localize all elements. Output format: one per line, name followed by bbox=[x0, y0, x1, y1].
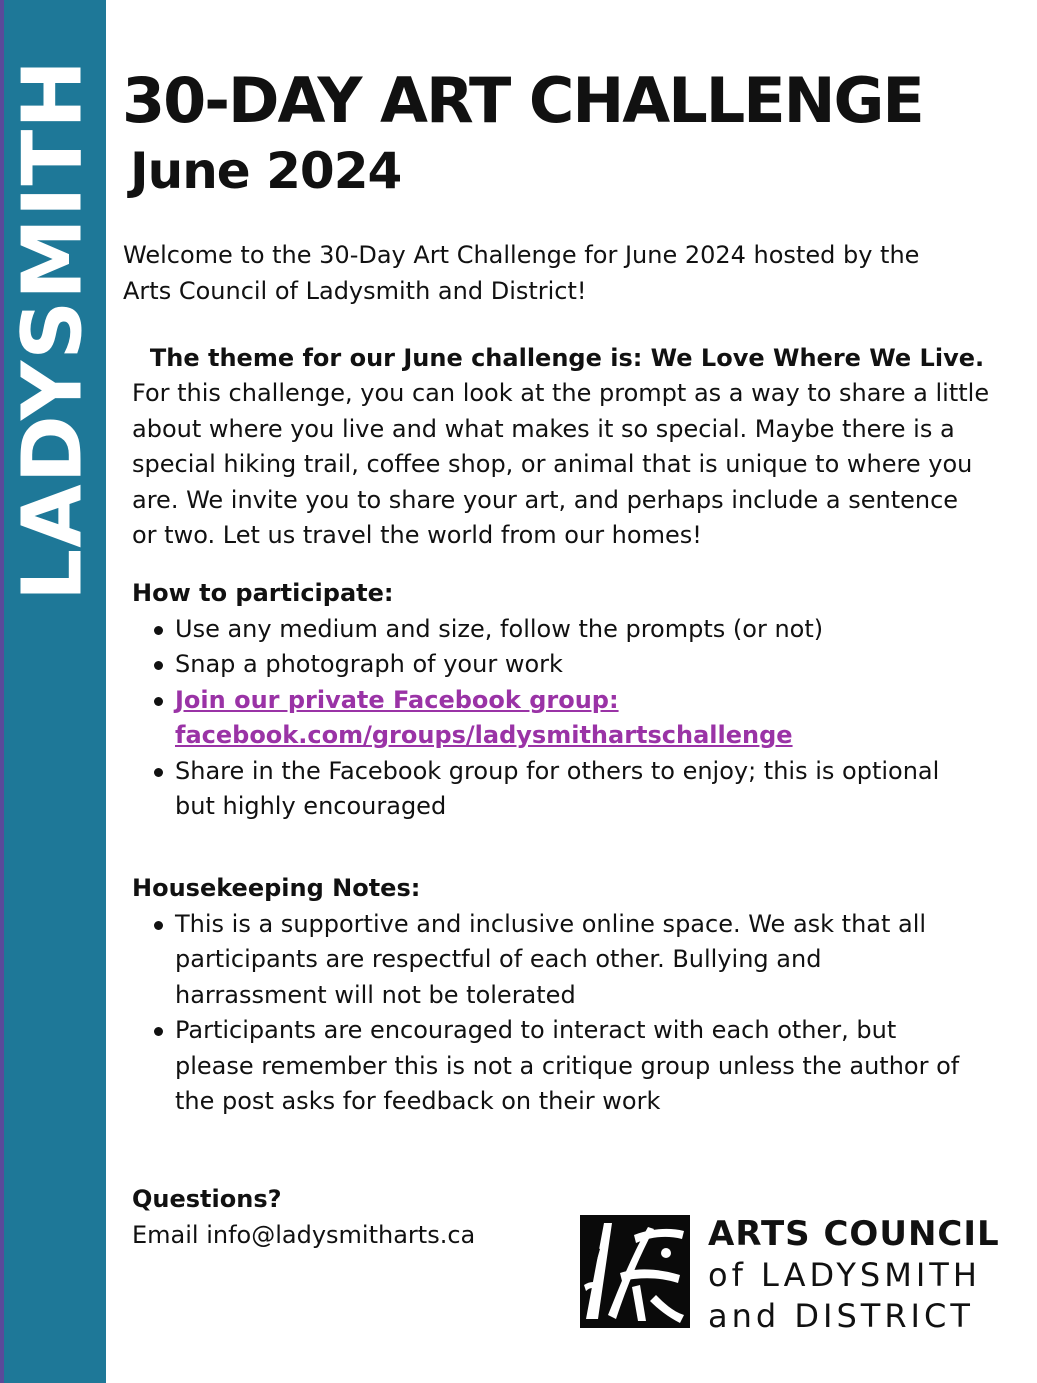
logo-line: and DISTRICT bbox=[708, 1297, 974, 1335]
list-item bbox=[132, 754, 1012, 825]
questions-section bbox=[132, 1182, 552, 1253]
intro-line: Arts Council of Ladysmith and District! bbox=[123, 276, 587, 305]
list-item-line: harrassment will not be tolerated bbox=[175, 980, 576, 1009]
list-item-line: but highly encouraged bbox=[175, 792, 447, 820]
page-title: 30-DAY ART CHALLENGE bbox=[122, 64, 923, 137]
list-item-line: please remember this is not a critique group unless the author of bbox=[175, 1051, 960, 1080]
theme-line: are. We invite you to share your art, and perhaps include a sentence bbox=[132, 485, 959, 514]
housekeeping-heading: Housekeeping Notes: bbox=[132, 874, 421, 902]
link-line[interactable]: Join our private Facebook group: bbox=[175, 685, 619, 714]
participate-list bbox=[132, 612, 1012, 825]
contact-email[interactable]: Email info@ladysmitharts.ca bbox=[132, 1220, 476, 1249]
intro-line: Welcome to the 30-Day Art Challenge for June 2024 hosted by the bbox=[123, 241, 920, 269]
intro-paragraph bbox=[123, 238, 1003, 309]
sidebar-label: LADYSMITH bbox=[5, 59, 101, 601]
participate-section bbox=[132, 576, 1012, 825]
facebook-group-link[interactable] bbox=[132, 683, 1012, 754]
list-item-line: This is a supportive and inclusive online space. We ask that all bbox=[175, 909, 927, 938]
logo-line: ARTS COUNCIL bbox=[708, 1214, 1000, 1254]
list-item: Use any medium and size, follow the prompts (or not) bbox=[132, 612, 1012, 648]
logo-line: of LADYSMITH bbox=[708, 1256, 981, 1294]
arts-council-logo bbox=[580, 1214, 1020, 1335]
theme-line: For this challenge, you can look at the prompt as a way to share a little bbox=[132, 379, 990, 407]
sidebar-edge bbox=[0, 0, 4, 1383]
list-item: Snap a photograph of your work bbox=[132, 647, 1012, 683]
sidebar-banner bbox=[0, 0, 106, 1383]
questions-heading: Questions? bbox=[132, 1185, 282, 1213]
theme-line: special hiking trail, coffee shop, or animal that is unique to where you bbox=[132, 450, 973, 478]
theme-paragraph bbox=[132, 376, 1012, 554]
list-item-line: Share in the Facebook group for others to enjoy; this is optional bbox=[175, 756, 940, 785]
list-item bbox=[132, 1013, 1012, 1120]
list-item bbox=[132, 907, 1012, 1014]
theme-heading: The theme for our June challenge is: We Love Where We Live. bbox=[149, 344, 985, 372]
page-subtitle: June 2024 bbox=[130, 142, 402, 200]
arts-council-brush-mark-icon bbox=[580, 1215, 690, 1328]
link-url[interactable]: facebook.com/groups/ladysmithartschallenge bbox=[175, 721, 793, 749]
theme-line: or two. Let us travel the world from our homes! bbox=[132, 521, 702, 549]
housekeeping-section bbox=[132, 871, 1012, 1120]
list-item-line: participants are respectful of each other. Bullying and bbox=[175, 945, 822, 973]
participate-heading: How to participate: bbox=[132, 579, 394, 607]
housekeeping-list bbox=[132, 907, 1012, 1120]
list-item-line: the post asks for feedback on their work bbox=[175, 1087, 661, 1115]
list-item-line: Participants are encouraged to interact with each other, but bbox=[175, 1016, 897, 1044]
theme-line: about where you live and what makes it so special. Maybe there is a bbox=[132, 414, 955, 443]
